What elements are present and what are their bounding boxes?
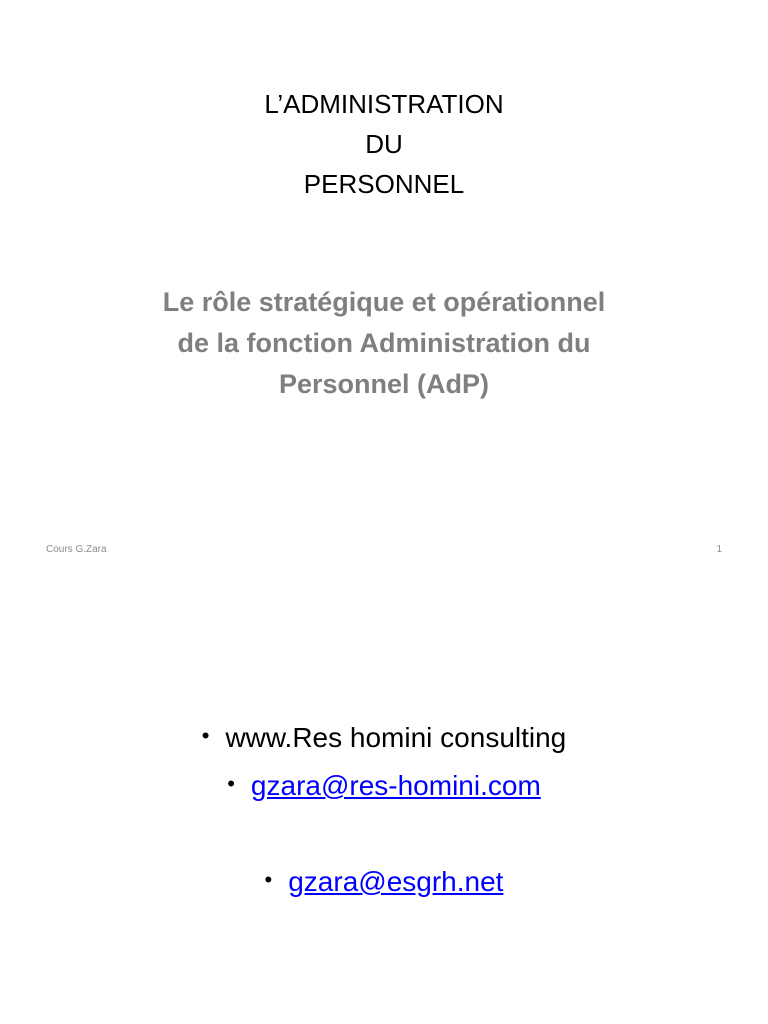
email-link-esgrh[interactable]: gzara@esgrh.net — [288, 866, 504, 897]
subtitle-line-3: Personnel (AdP) — [278, 369, 490, 399]
bullet-item-email-1 — [0, 766, 768, 804]
title-line-2: DU — [365, 129, 403, 159]
bullet-item-email-2 — [0, 862, 768, 900]
bullet-item-website — [0, 718, 768, 756]
slide-title-heading — [0, 84, 768, 204]
page-number: 1 — [716, 544, 722, 555]
subtitle-line-2: de la fonction Administration du — [177, 328, 591, 358]
bullet-icon: • — [201, 723, 210, 748]
title-line-1: L’ADMINISTRATION — [264, 89, 504, 119]
bullet-icon: • — [227, 771, 235, 796]
website-text: www.Res homini consulting — [225, 722, 567, 753]
footer-author: Cours G.Zara — [46, 544, 107, 555]
bullet-icon: • — [264, 867, 273, 892]
email-link-res-homini[interactable]: gzara@res-homini.com — [250, 770, 541, 801]
title-line-3: PERSONNEL — [303, 169, 465, 199]
subtitle-line-1: Le rôle stratégique et opérationnel — [162, 287, 606, 317]
slide-subtitle — [0, 282, 768, 405]
slide-contacts — [0, 650, 768, 970]
